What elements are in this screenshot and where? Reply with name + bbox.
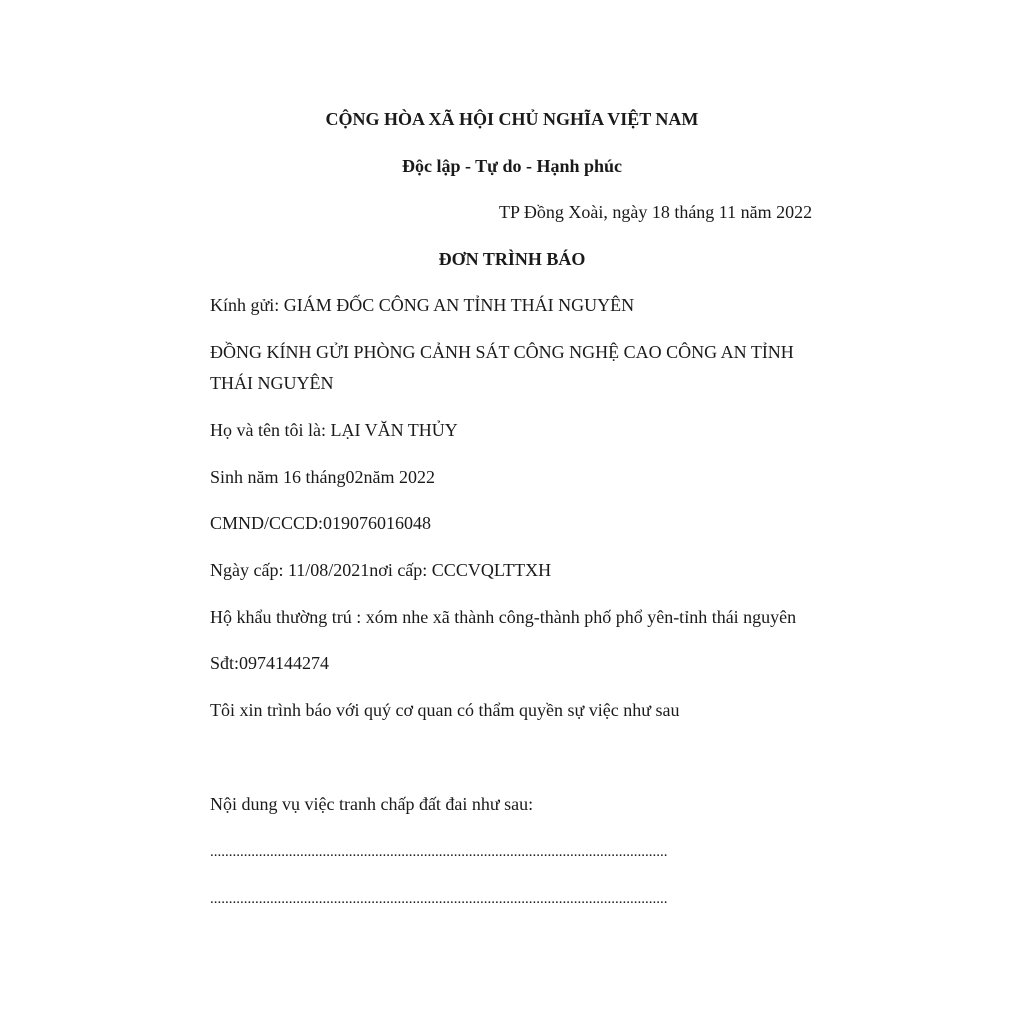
document-title: ĐƠN TRÌNH BÁO (438, 249, 586, 269)
dotted-fill-line-2: .......................................................................................................................... (210, 891, 668, 907)
dotted-fill-line-1: .......................................................................................................................... (210, 844, 668, 860)
applicant-full-name: Họ và tên tôi là: LẠI VĂN THỦY (210, 420, 458, 440)
applicant-birth: Sinh năm 16 tháng02năm 2022 (210, 467, 435, 487)
national-motto: Độc lập - Tự do - Hạnh phúc (401, 156, 623, 176)
recipient-secondary-line-2: THÁI NGUYÊN (210, 373, 334, 393)
national-title: CỘNG HÒA XÃ HỘI CHỦ NGHĨA VIỆT NAM (325, 109, 699, 129)
applicant-id-number: CMND/CCCD:019076016048 (210, 513, 432, 533)
recipient-primary: Kính gửi: GIÁM ĐỐC CÔNG AN TỈNH THÁI NGUYÊN (210, 295, 635, 315)
recipient-secondary-line-1: ĐỒNG KÍNH GỬI PHÒNG CẢNH SÁT CÔNG NGHỆ CAO CÔNG AN TỈNH (210, 342, 794, 362)
applicant-id-issue: Ngày cấp: 11/08/2021nơi cấp: CCCVQLTTXH (210, 560, 552, 580)
content-heading: Nội dung vụ việc tranh chấp đất đai như sau: (210, 794, 534, 814)
applicant-residence: Hộ khẩu thường trú : xóm nhe xã thành công-thành phố phổ yên-tỉnh thái nguyên (210, 607, 797, 627)
report-intro: Tôi xin trình báo với quý cơ quan có thẩm quyền sự việc như sau (210, 700, 680, 720)
applicant-phone: Sđt:0974144274 (210, 653, 330, 673)
place-and-date: TP Đồng Xoài, ngày 18 tháng 11 năm 2022 (499, 202, 813, 222)
